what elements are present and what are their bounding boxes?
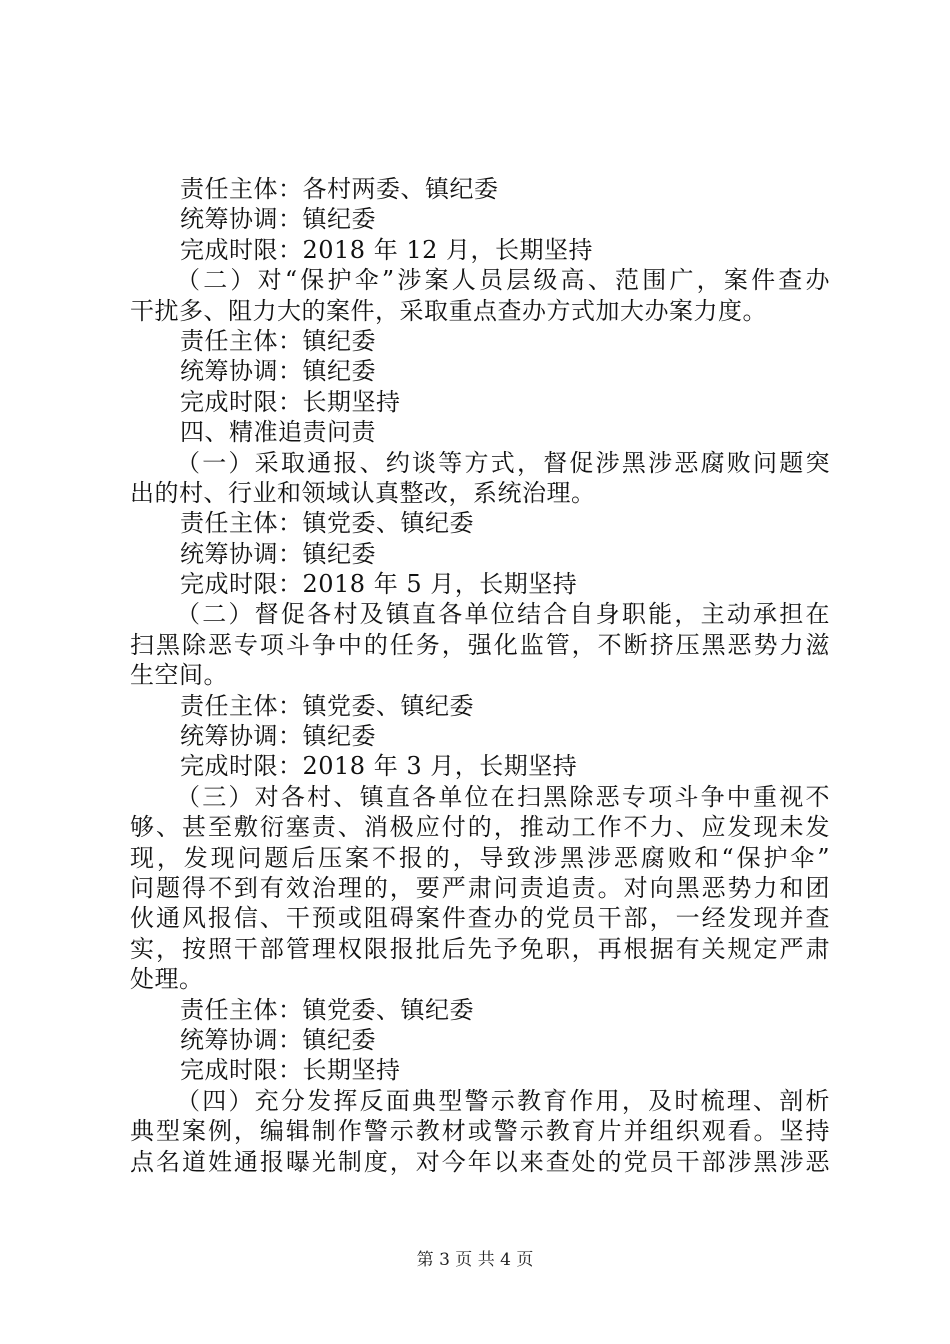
text-line: 够、甚至敷衍塞责、消极应付的，推动工作不力、应发现未发 <box>130 813 830 842</box>
text-line: （二）对“保护伞”涉案人员层级高、范围广，案件查办 <box>176 266 830 295</box>
text-line: 伙通风报信、干预或阻碍案件查办的党员干部，一经发现并查 <box>130 904 830 933</box>
text-line: 现，发现问题后压案不报的，导致涉黑涉恶腐败和“保护伞” <box>130 843 830 872</box>
text-line: 典型案例，编辑制作警示教材或警示教育片并组织观看。坚持 <box>130 1117 830 1146</box>
text-line: 完成时限：长期坚持 <box>180 387 401 416</box>
text-line: 责任主体：镇纪委 <box>180 326 376 355</box>
text-line: 实，按照干部管理权限报批后先予免职，再根据有关规定严肃 <box>130 934 830 963</box>
text-line: 完成时限：2018 年 12 月，长期坚持 <box>180 235 594 264</box>
document-body <box>130 174 830 1177</box>
text-line: （四）充分发挥反面典型警示教育作用，及时梳理、剖析 <box>176 1086 830 1115</box>
section-heading: 四、精准追责问责 <box>180 418 376 447</box>
text-line: 统筹协调：镇纪委 <box>180 722 376 751</box>
text-line: 统筹协调：镇纪委 <box>180 539 376 568</box>
text-line: 统筹协调：镇纪委 <box>180 357 376 386</box>
text-line: 完成时限：长期坚持 <box>180 1056 401 1085</box>
text-line: 问题得不到有效治理的，要严肃问责追责。对向黑恶势力和团 <box>130 873 830 902</box>
text-line: 处理。 <box>130 965 204 994</box>
page-number-footer: 第 3 页 共 4 页 <box>416 1250 534 1270</box>
text-line: 点名道姓通报曝光制度，对今年以来查处的党员干部涉黑涉恶 <box>130 1147 830 1176</box>
text-line: 责任主体：镇党委、镇纪委 <box>180 691 474 720</box>
text-line: 责任主体：镇党委、镇纪委 <box>180 995 474 1024</box>
text-line: （三）对各村、镇直各单位在扫黑除恶专项斗争中重视不 <box>176 782 830 811</box>
text-line: 出的村、行业和领域认真整改，系统治理。 <box>130 478 596 507</box>
text-line: 扫黑除恶专项斗争中的任务，强化监管，不断挤压黑恶势力滋 <box>130 630 830 659</box>
text-line: 统筹协调：镇纪委 <box>180 1025 376 1054</box>
text-line: 统筹协调：镇纪委 <box>180 205 376 234</box>
text-line: 生空间。 <box>130 661 228 690</box>
text-line: 完成时限：2018 年 5 月，长期坚持 <box>180 570 578 599</box>
text-line: 干扰多、阻力大的案件，采取重点查办方式加大办案力度。 <box>130 296 767 325</box>
text-line: 责任主体：镇党委、镇纪委 <box>180 509 474 538</box>
text-line: 责任主体：各村两委、镇纪委 <box>180 175 499 203</box>
text-line: （二）督促各村及镇直各单位结合自身职能，主动承担在 <box>176 600 830 629</box>
text-line: （一）采取通报、约谈等方式，督促涉黑涉恶腐败问题突 <box>176 448 830 477</box>
text-line: 完成时限：2018 年 3 月，长期坚持 <box>180 752 578 781</box>
